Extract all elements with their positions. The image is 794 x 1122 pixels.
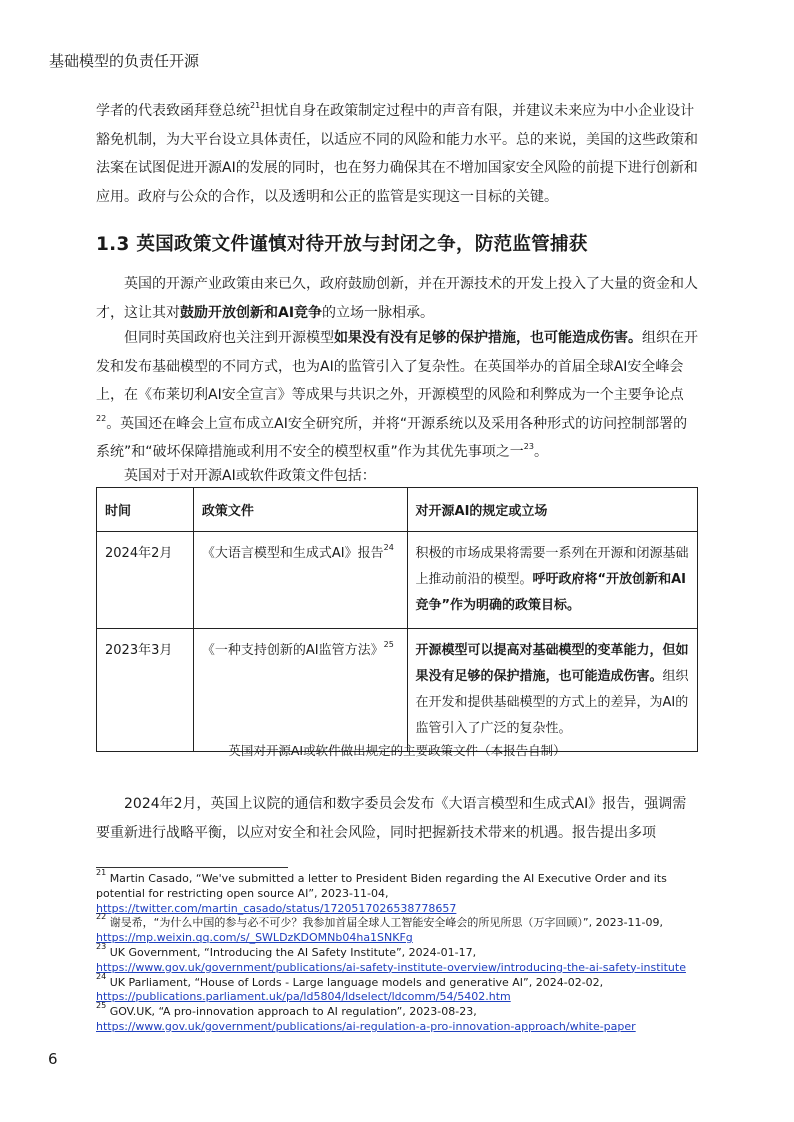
paragraph-lords-report: 2024年2月，英国上议院的通信和数字委员会发布《大语言模型和生成式AI》报告，强调需要重新进行战略平衡，以应对安全和社会风险，同时把握新技术带来的机遇。报告提出多项: [96, 796, 687, 841]
page-number: 6: [48, 1050, 58, 1068]
stance-bold-text: 呼吁政府将“开放创新和AI竞争”作为明确的政策目标。: [415, 572, 686, 613]
footnote-text: 谢旻希，“为什么中国的参与必不可少？我参加首届全球人工智能安全峰会的所见所思（万字回顾）”, 2023-11-09,: [109, 916, 663, 930]
para3-bold: 如果没有没有足够的保护措施，也可能造成伤害。: [334, 330, 642, 346]
footnote-divider: [96, 867, 288, 868]
footnote-number: 22: [96, 912, 107, 922]
paragraph-uk-safety-summit: [96, 324, 700, 467]
footnote-ref-25[interactable]: 25: [383, 640, 394, 649]
column-header-date: 时间: [97, 488, 194, 532]
cell-document: [193, 629, 407, 752]
para3-text-c: 。英国还在峰会上宣布成立AI安全研究所，并将“开源系统以及采用各种形式的访问控制部署的系统”和“破坏保障措施或利用不安全的模型权重”作为其优先事项之一: [96, 415, 688, 461]
cell-date: 2024年2月: [97, 532, 194, 629]
table-header-row: [97, 488, 698, 532]
document-title: 《大语言模型和生成式AI》报告: [201, 546, 384, 561]
footnote-number: 24: [96, 971, 107, 981]
footnote-link[interactable]: https://publications.parliament.uk/pa/ld5804/ldselect/ldcomm/54/5402.htm: [96, 990, 511, 1004]
para2-text-b: 的立场一脉相承。: [322, 304, 435, 321]
footnote-link[interactable]: https://www.gov.uk/government/publications/ai-regulation-a-pro-innovation-approach/white-paper: [96, 1019, 636, 1033]
footnote-link[interactable]: https://www.gov.uk/government/publications/ai-safety-institute-overview/introducing-the-ai-safety-institute: [96, 960, 686, 974]
para1-text-b: 担忧自身在政策制定过程中的声音有限，并建议未来应为中小企业设计豁免机制，为大平台设立具体责任，以适应不同的风险和能力水平。总的来说，美国的这些政策和法案在试图促进开源AI的发展的同时，也在努力确保其在不增加国家安全风险的前提下进行创新和应用。政府与公众的合作，以及透明和公正的监管是实现这一目标的关键。: [96, 103, 698, 205]
para3-text-b: 组织在开发和发布基础模型的不同方式，也为AI的监管引入了复杂性。在英国举办的首届全球AI安全峰会上，在《布莱切利AI安全宣言》等成果与共识之外，开源模型的风险和利弊成为一个主要争论点: [96, 330, 698, 404]
section-heading: 1.3 英国政策文件谨慎对待开放与封闭之争，防范监管捕获: [96, 234, 588, 255]
para3-text-a: 但同时英国政府也关注到开源模型: [124, 330, 334, 346]
footnote-text: UK Government, “Introducing the AI Safety Institute”, 2024-01-17,: [109, 945, 477, 959]
table-row: [97, 532, 698, 629]
footnote-number: 25: [96, 1001, 107, 1011]
policy-table: [96, 487, 698, 752]
footnote-number: 23: [96, 941, 107, 951]
para2-text-a: 英国的开源产业政策由来已久，政府鼓励创新，并在开源技术的开发上投入了大量的资金和人才，这让其对: [96, 276, 698, 321]
footnote-item: [96, 912, 700, 946]
para3-text-d: 。: [533, 444, 548, 461]
footnote-item: [96, 941, 700, 976]
footnote-text: UK Parliament, “House of Lords - Large language models and generative AI”, 2024-02-02,: [109, 975, 604, 989]
footnote-ref-22[interactable]: 22: [96, 413, 107, 423]
footnote-item: [96, 971, 700, 1006]
stance-text-tail: 组织在开发和提供基础模型的方式上的差异，为AI的监管引入了广泛的复杂性。: [415, 669, 689, 736]
cell-stance: [407, 629, 697, 752]
para2-bold: 鼓励开放创新和AI竞争: [180, 304, 323, 321]
footnotes: [96, 868, 700, 1035]
footnote-text: Martin Casado, “We've submitted a letter to President Biden regarding the AI Executive Order and its potential for restricting open source AI”, 2023-11-04,: [96, 872, 667, 900]
cell-document: [193, 532, 407, 629]
table-caption: 英国对开源AI或软件做出规定的主要政策文件（本报告自制）: [228, 743, 566, 758]
para1-text-a: 学者的代表致函拜登总统: [96, 103, 250, 119]
running-header: 基础模型的负责任开源: [49, 52, 200, 70]
column-header-document: 政策文件: [193, 488, 407, 532]
footnote-ref-24[interactable]: 24: [383, 543, 394, 552]
cell-date: 2023年3月: [97, 629, 194, 752]
footnote-item: [96, 1001, 700, 1035]
table-intro: 英国对于对开源AI或软件政策文件包括：: [124, 468, 376, 484]
footnote-ref-21[interactable]: 21: [250, 101, 261, 110]
cell-stance: [407, 532, 697, 629]
footnote-item: [96, 868, 700, 916]
footnote-number: 21: [96, 868, 107, 877]
stance-text: 积极的市场成果将需要一系列在开源和闭源基础上推动前沿的模型。: [415, 546, 689, 587]
footnote-text: GOV.UK, “A pro-innovation approach to AI regulation”, 2023-08-23,: [109, 1005, 477, 1019]
footnote-link[interactable]: https://twitter.com/martin_casado/status/1720517026538778657: [96, 901, 457, 915]
paragraph-uk-open-source-policy: [96, 270, 700, 327]
footnote-link[interactable]: https://mp.weixin.qq.com/s/_SWLDzKDOMNb04ha1SNKFg: [96, 931, 413, 945]
footnote-ref-23[interactable]: 23: [523, 442, 534, 452]
document-title: 《一种支持创新的AI监管方法》: [201, 643, 384, 658]
column-header-stance: 对开源AI的规定或立场: [407, 488, 697, 532]
stance-bold-text: 开源模型可以提高对基础模型的变革能力，但如果没有足够的保护措施，也可能造成伤害。: [415, 643, 689, 684]
paragraph-us-summary: [96, 97, 700, 211]
table-row: [97, 629, 698, 752]
